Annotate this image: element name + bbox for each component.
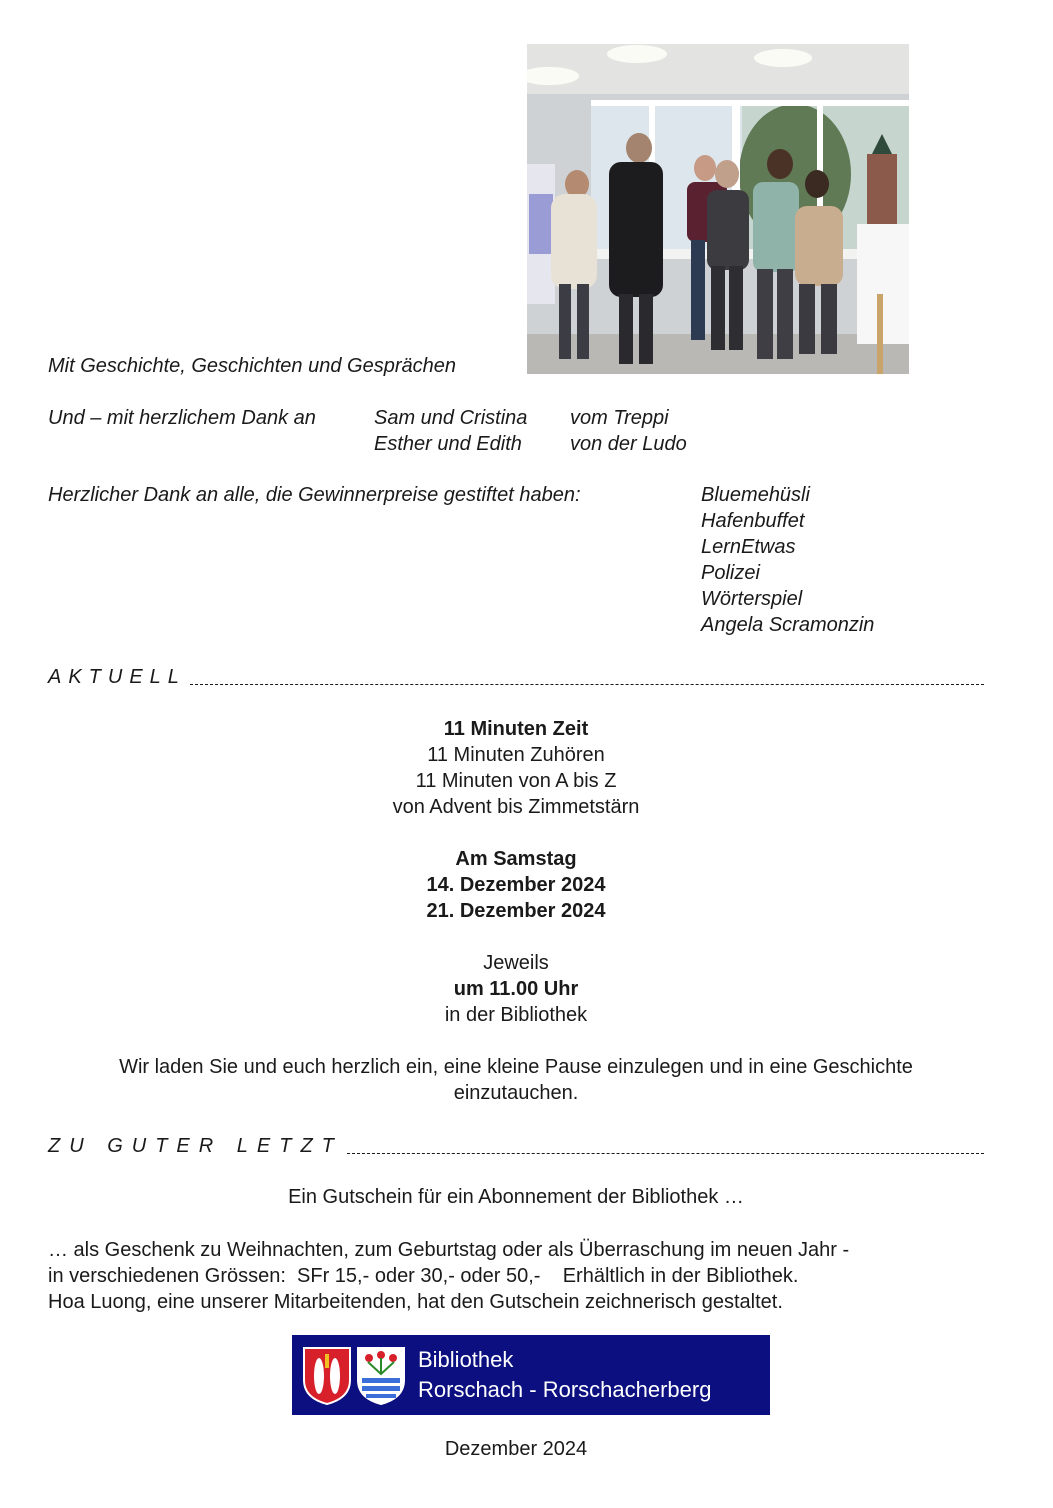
section-heading-letzt bbox=[48, 1133, 984, 1159]
thanks-org: vom Treppi bbox=[570, 407, 669, 429]
event-title: 11 Minuten Zeit bbox=[443, 718, 589, 740]
thanks-names: Sam und Cristina bbox=[374, 407, 528, 429]
invite-text: einzutauchen. bbox=[453, 1082, 579, 1104]
date-intro: Am Samstag bbox=[455, 848, 577, 870]
event-date: 21. Dezember 2024 bbox=[426, 900, 606, 922]
donor-item: Polizei bbox=[701, 562, 760, 584]
library-name-line: Bibliothek bbox=[418, 1347, 514, 1372]
library-name-line: Rorschach - Rorschacherberg bbox=[418, 1377, 712, 1402]
voucher-line: Hoa Luong, eine unserer Mitarbeitenden, hat den Gutschein zeichnerisch gestaltet. bbox=[48, 1291, 783, 1313]
voucher-line: in verschiedenen Grössen: SFr 15,- oder 30,- oder 50,- Erhältlich in der Bibliothek. bbox=[48, 1265, 799, 1287]
invite-text: Wir laden Sie und euch herzlich ein, eine kleine Pause einzulegen und in eine Geschichte bbox=[119, 1056, 913, 1078]
section-divider bbox=[190, 684, 984, 685]
event-line: von Advent bis Zimmetstärn bbox=[392, 796, 640, 818]
donors-lead: Herzlicher Dank an alle, die Gewinnerpreise gestiftet haben: bbox=[48, 484, 581, 506]
section-heading-aktuell bbox=[48, 664, 984, 690]
section-divider bbox=[347, 1153, 984, 1154]
event-date: 14. Dezember 2024 bbox=[426, 874, 606, 896]
donor-item: Hafenbuffet bbox=[701, 510, 805, 532]
time-pre: Jeweils bbox=[483, 952, 549, 974]
event-time: um 11.00 Uhr bbox=[453, 978, 579, 1000]
thanks-names: Esther und Edith bbox=[374, 433, 522, 455]
donor-item: LernEtwas bbox=[701, 536, 796, 558]
event-line: 11 Minuten von A bis Z bbox=[415, 770, 617, 792]
footer-date: Dezember 2024 bbox=[444, 1438, 588, 1460]
voucher-intro: Ein Gutschein für ein Abonnement der Bibliothek … bbox=[288, 1186, 744, 1208]
voucher-line: … als Geschenk zu Weihnachten, zum Geburtstag oder als Überraschung im neuen Jahr - bbox=[48, 1239, 850, 1261]
donor-item: Wörterspiel bbox=[701, 588, 803, 610]
intro-line: Mit Geschichte, Geschichten und Gesprächen bbox=[48, 355, 456, 377]
thanks-lead: Und – mit herzlichem Dank an bbox=[48, 407, 316, 429]
donor-item: Bluemehüsli bbox=[701, 484, 810, 506]
donor-item: Angela Scramonzin bbox=[701, 614, 875, 636]
library-name bbox=[418, 1345, 711, 1405]
event-place: in der Bibliothek bbox=[444, 1004, 588, 1026]
event-photo bbox=[527, 44, 909, 374]
section-title: AKTUELL bbox=[48, 666, 186, 688]
coat-of-arms-icon bbox=[302, 1344, 408, 1406]
section-title: ZU GUTER LETZT bbox=[48, 1135, 343, 1157]
event-line: 11 Minuten Zuhören bbox=[427, 744, 605, 766]
library-logo bbox=[292, 1335, 770, 1415]
thanks-org: von der Ludo bbox=[570, 433, 687, 455]
